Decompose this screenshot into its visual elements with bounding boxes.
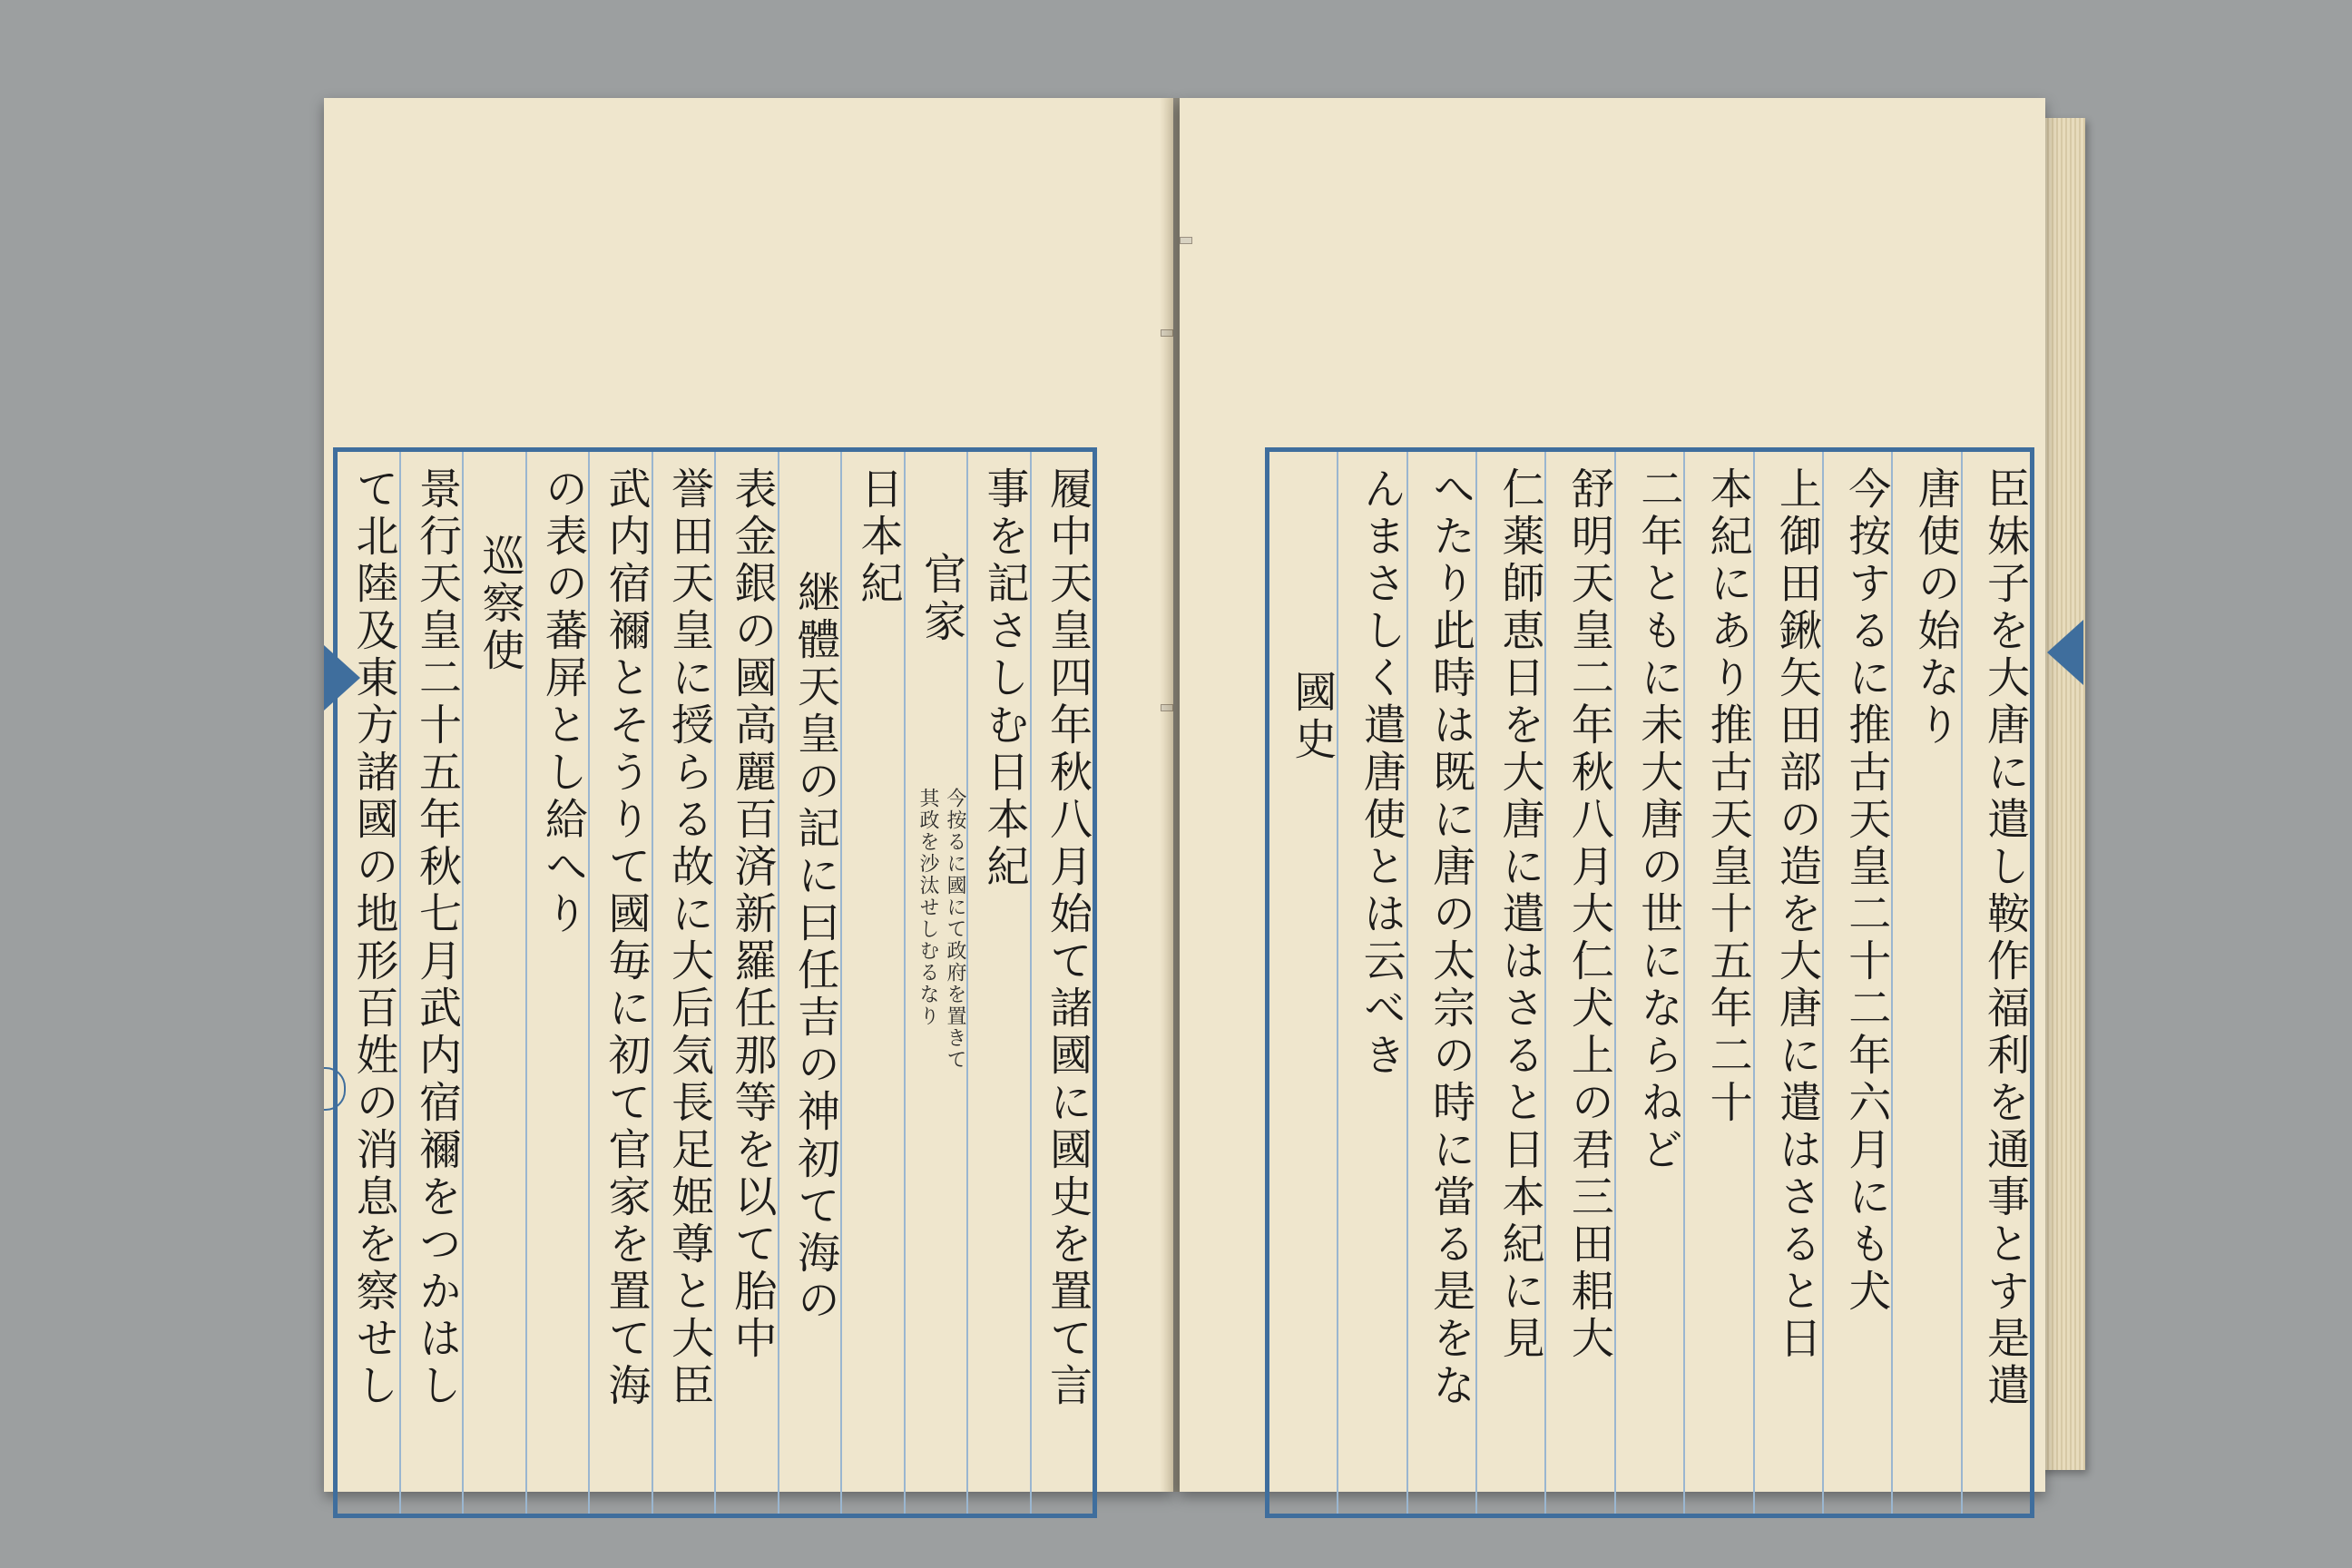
text-column: 誉田天皇に授らる故に大后気長足姫尊と大臣 bbox=[652, 452, 715, 1514]
text-column: 仁薬師恵日を大唐に遣はさると日本紀に見 bbox=[1475, 452, 1544, 1514]
text-column: 継體天皇の記に曰任吉の神初て海の bbox=[778, 452, 841, 1514]
text-column: 巡察使 bbox=[462, 452, 525, 1514]
text-column: 臣妹子を大唐に遣し鞍作福利を通事とす是遣 bbox=[1961, 452, 2030, 1514]
text-column: んまさしく遣唐使とは云べき bbox=[1337, 452, 1406, 1514]
interlinear-gloss: 今按るに國にて政府を置きて bbox=[944, 788, 966, 1071]
text-column: 履中天皇四年秋八月始て諸國に國史を置て言 bbox=[1030, 452, 1093, 1514]
text-frame-left bbox=[333, 447, 1097, 1518]
interlinear-gloss: 其政を沙汰せしむるなり bbox=[916, 788, 939, 1027]
text-frame-right bbox=[1265, 447, 2034, 1518]
text-column: 本紀にあり推古天皇十五年二十 bbox=[1683, 452, 1752, 1514]
text-column: の表の蕃屏とし給へり bbox=[525, 452, 589, 1514]
fold-mark-right bbox=[2047, 620, 2083, 685]
text-column: 上御田鍬矢田部の造を大唐に遣はさると日 bbox=[1753, 452, 1822, 1514]
right-page bbox=[1180, 98, 2045, 1492]
text-column: 表金銀の國高麗百済新羅任那等を以て胎中 bbox=[714, 452, 778, 1514]
text-column: 唐使の始なり bbox=[1891, 452, 1960, 1514]
text-column: 國史 bbox=[1287, 670, 1338, 764]
text-column: 舒明天皇二年秋八月大仁犬上の君三田耜大 bbox=[1544, 452, 1613, 1514]
text-column: 景行天皇二十五年秋七月武内宿禰をつかはし bbox=[399, 452, 463, 1514]
stitch-mark bbox=[1180, 237, 1192, 244]
text-column: 日本紀 bbox=[840, 452, 904, 1514]
text-column: 官家 bbox=[904, 452, 967, 1514]
text-column: て北陸及東方諸國の地形百姓の消息を察せし bbox=[348, 466, 399, 1410]
left-page bbox=[324, 98, 1173, 1492]
text-column: 今按するに推古天皇二十二年六月にも犬 bbox=[1822, 452, 1891, 1514]
text-column: 二年ともに未大唐の世にならねど bbox=[1614, 452, 1683, 1514]
text-column: へたり此時は既に唐の太宗の時に當る是をな bbox=[1406, 452, 1475, 1514]
text-column: 事を記さしむ日本紀 bbox=[966, 452, 1030, 1514]
text-column: 武内宿禰とそうりて國毎に初て官家を置て海 bbox=[588, 452, 652, 1514]
page-edges bbox=[2040, 118, 2085, 1470]
